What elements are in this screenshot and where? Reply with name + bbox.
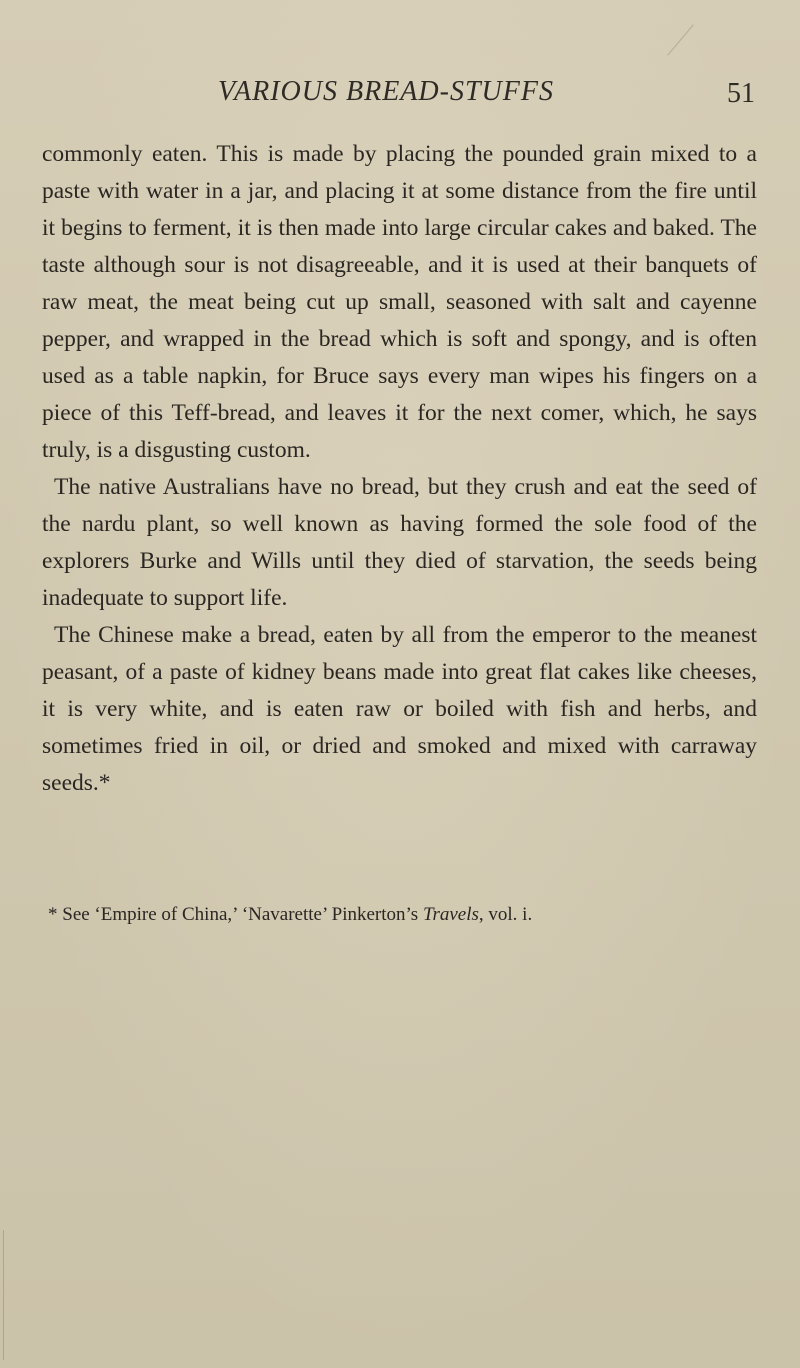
footnote-prefix: * See ‘Empire of China,’ ‘Navarette’ Pinkerton’s — [48, 904, 423, 925]
footnote-title: Travels — [422, 904, 479, 925]
running-head — [0, 76, 800, 116]
paragraph-teff-bread: commonly eaten. This is made by placing the pounded grain mixed to a paste with water in a jar, and placing it at some distance from the fire until it begins to ferment, it is then made into large circular cakes and baked. The taste although sour is not disagreeable, and it is used at their banquets of raw meat, the meat being cut up small, seasoned with salt and cayenne pepper, and wrapped in the bread which is soft and spongy, and is often used as a table napkin, for Bruce says every man wipes his fingers on a piece of this Teff-bread, and leaves it for the next comer, which, he says truly, is a disgusting custom. — [42, 141, 757, 463]
paragraph-chinese-bread: The Chinese make a bread, eaten by all from the emperor to the meanest peasant, of a paste of kidney beans made into great flat cakes like cheeses, it is very white, and is eaten raw or boiled with fish and herbs, and sometimes fried in oil, or dried and smoked and mixed with carraway seeds.* — [42, 622, 757, 796]
footnote-suffix: , vol. i. — [478, 904, 533, 925]
footnote — [48, 902, 763, 928]
page-edge-mark — [3, 1230, 4, 1360]
body-text — [42, 136, 757, 802]
page-number: 51 — [727, 78, 755, 109]
paper-mark — [667, 24, 693, 55]
running-head-title: VARIOUS BREAD-STUFFS — [218, 76, 554, 107]
paragraph-australians: The native Australians have no bread, but they crush and eat the seed of the nardu plant, so well known as having formed the sole food of the explorers Burke and Wills until they died of starvation, the seeds being inadequate to support life. — [42, 474, 757, 611]
